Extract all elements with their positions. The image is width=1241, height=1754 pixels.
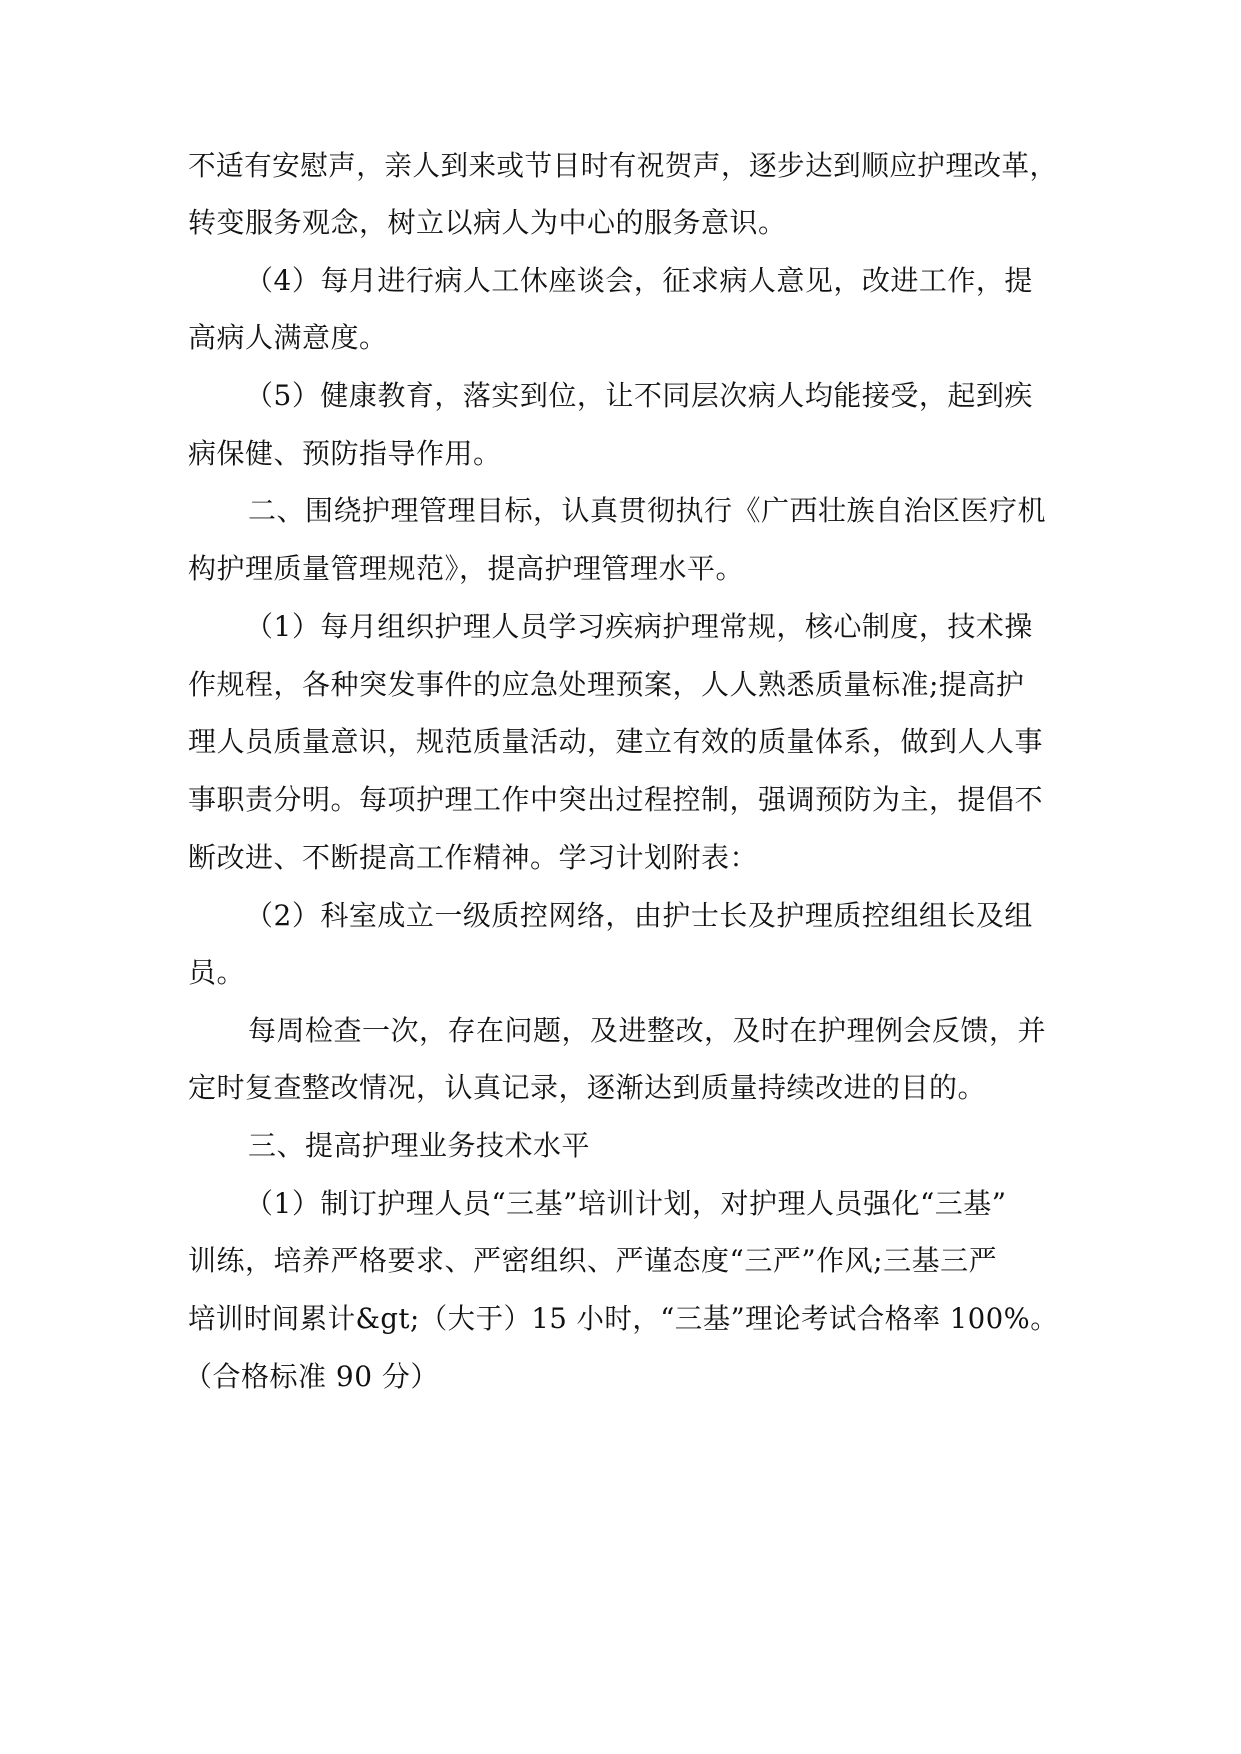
- text-line-7: 二、围绕护理管理目标，认真贯彻执行《广西壮族自治区医疗机: [248, 494, 1047, 527]
- text-line-14: （2）科室成立一级质控网络，由护士长及护理质控组组长及组: [245, 899, 1033, 932]
- text-line-13: 断改进、不断提高工作精神。学习计划附表：: [188, 841, 759, 874]
- text-line-3: （4）每月进行病人工休座谈会，征求病人意见，改进工作，提: [245, 264, 1033, 297]
- text-line-18: 三、提高护理业务技术水平: [248, 1129, 591, 1162]
- text-line-4: 高病人满意度。: [188, 321, 388, 354]
- text-line-5: （5）健康教育，落实到位，让不同层次病人均能接受，起到疾: [245, 379, 1033, 412]
- text-line-12: 事职责分明。每项护理工作中突出过程控制，强调预防为主，提倡不: [188, 783, 1044, 816]
- text-line-2: 转变服务观念，树立以病人为中心的服务意识。: [188, 206, 787, 239]
- text-line-16: 每周检查一次，存在问题，及进整改，及时在护理例会反馈，并: [248, 1014, 1047, 1047]
- text-line-22: （合格标准 90 分）: [184, 1360, 439, 1393]
- text-line-17: 定时复查整改情况，认真记录，逐渐达到质量持续改进的目的。: [188, 1071, 987, 1104]
- text-line-15: 员。: [188, 956, 246, 989]
- text-line-19: （1）制订护理人员“三基”培训计划，对护理人员强化“三基”: [245, 1187, 1007, 1220]
- text-line-11: 理人员质量意识，规范质量活动，建立有效的质量体系，做到人人事: [188, 725, 1044, 758]
- text-line-20: 训练，培养严格要求、严密组织、严谨态度“三严”作风;三基三严: [188, 1244, 998, 1277]
- text-line-21: 培训时间累计&gt;（大于）15 小时，“三基”理论考试合格率 100%。: [188, 1302, 1059, 1335]
- text-line-6: 病保健、预防指导作用。: [188, 437, 502, 470]
- text-line-10: 作规程，各种突发事件的应急处理预案，人人熟悉质量标准;提高护: [188, 668, 1025, 701]
- text-line-8: 构护理质量管理规范》，提高护理管理水平。: [188, 552, 745, 585]
- text-line-1: 不适有安慰声，亲人到来或节目时有祝贺声，逐步达到顺应护理改革，: [188, 149, 1058, 182]
- text-line-9: （1）每月组织护理人员学习疾病护理常规，核心制度，技术操: [245, 610, 1033, 643]
